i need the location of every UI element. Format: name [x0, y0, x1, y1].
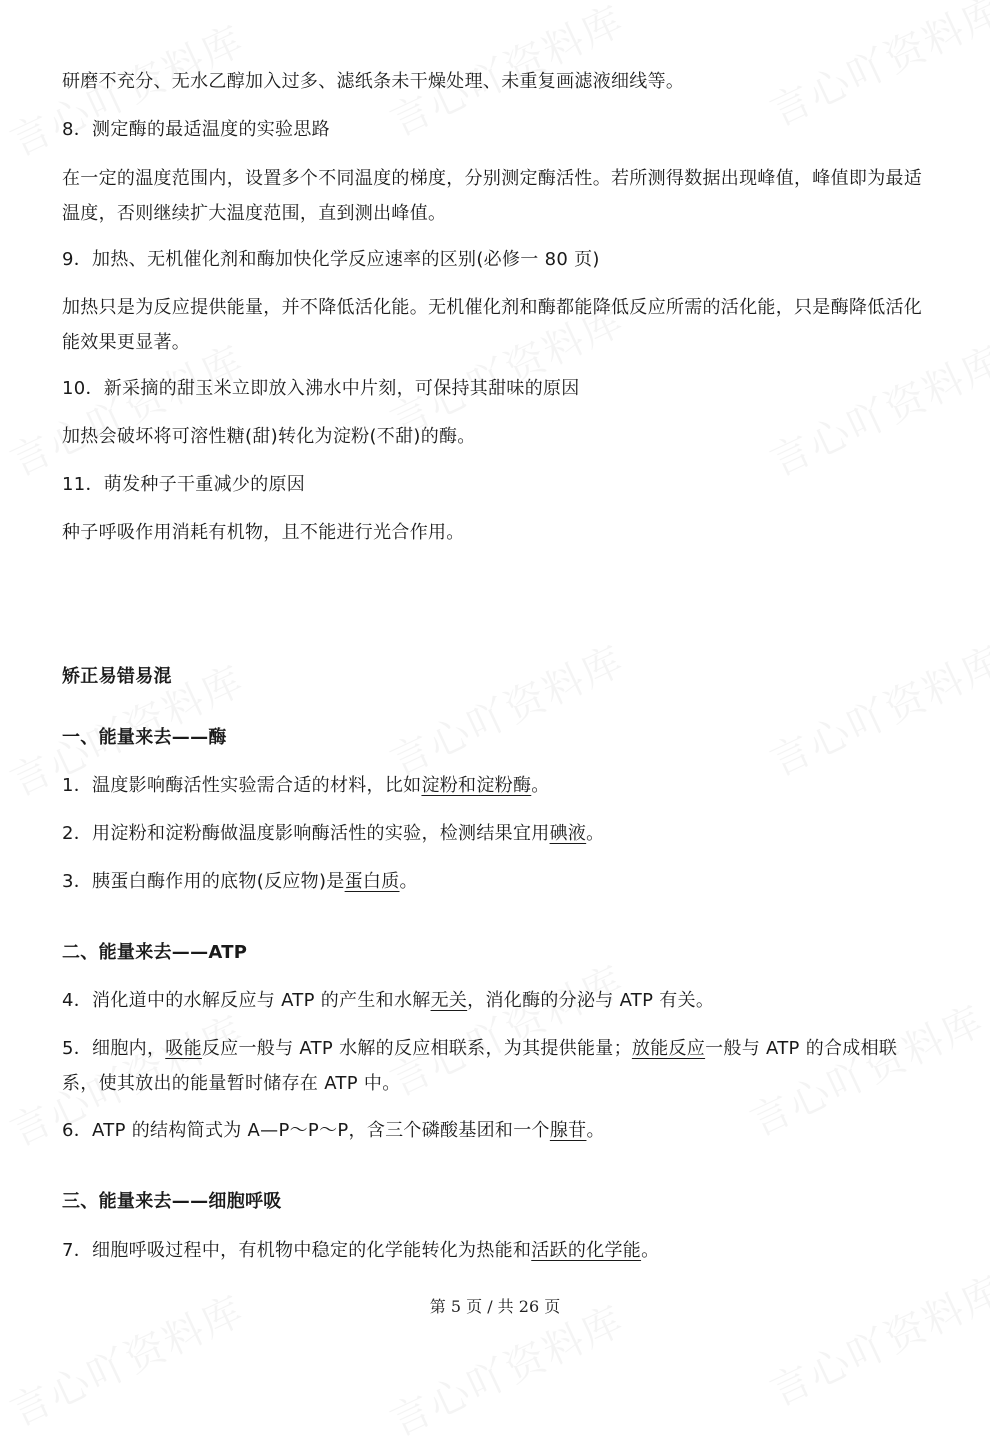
page-footer: 第 5 页 / 共 26 页	[429, 1297, 561, 1316]
item-5-end: 一般与 ATP 的合成相联系，使其放出的能量暂时储存在 ATP 中。	[62, 1038, 898, 1094]
question-8: 8．测定酶的最适温度的实验思路	[62, 119, 330, 140]
item-7-answer: 活跃的化学能	[531, 1240, 642, 1261]
item-6-text: 6．ATP 的结构简式为 A—P～P～P，含三个磷酸基团和一个	[62, 1120, 550, 1141]
item-6-answer: 腺苷	[549, 1120, 587, 1141]
item-6	[62, 1113, 930, 1148]
watermark	[760, 1259, 990, 1417]
item-2-answer: 碘液	[549, 823, 587, 844]
watermark	[380, 629, 632, 787]
item-3-end: 。	[399, 871, 418, 892]
question-9: 9．加热、无机催化剂和酶加快化学反应速率的区别(必修一 80 页)	[62, 249, 600, 270]
item-5-middle: 反应一般与 ATP 水解的反应相联系，为其提供能量；	[201, 1038, 632, 1059]
section-heading: 矫正易错易混	[62, 666, 172, 687]
item-4-end: ，消化酶的分泌与 ATP 有关。	[467, 990, 715, 1011]
item-2-text: 2．用淀粉和淀粉酶做温度影响酶活性的实验，检测结果宜用	[62, 823, 550, 844]
item-4	[62, 983, 930, 1018]
answer-8: 在一定的温度范围内，设置多个不同温度的梯度，分别测定酶活性。若所测得数据出现峰值，峰值即为最适温度，否则继续扩大温度范围，直到测出峰值。	[62, 168, 923, 224]
paragraph: 研磨不充分、无水乙醇加入过多、滤纸条未干燥处理、未重复画滤液细线等。	[62, 71, 685, 92]
item-6-end: 。	[586, 1120, 605, 1141]
item-7	[62, 1233, 930, 1268]
section-title-respiration: 三、能量来去——细胞呼吸	[62, 1191, 282, 1212]
item-4-answer: 无关	[430, 990, 468, 1011]
item-1-answer: 淀粉和淀粉酶	[421, 775, 532, 796]
item-7-text: 7．细胞呼吸过程中，有机物中稳定的化学能转化为热能和	[62, 1240, 532, 1261]
item-5-answer-1: 吸能	[165, 1038, 202, 1059]
item-2-end: 。	[586, 823, 605, 844]
question-11: 11．萌发种子干重减少的原因	[62, 474, 306, 495]
answer-11: 种子呼吸作用消耗有机物，且不能进行光合作用。	[62, 522, 465, 543]
question-10: 10．新采摘的甜玉米立即放入沸水中片刻，可保持其甜味的原因	[62, 378, 580, 399]
item-1-text: 1．温度影响酶活性实验需合适的材料，比如	[62, 775, 422, 796]
item-1-end: 。	[531, 775, 550, 796]
item-3-answer: 蛋白质	[344, 871, 400, 892]
item-1	[62, 768, 930, 803]
section-title-atp: 二、能量来去——ATP	[62, 942, 248, 963]
item-5-answer-2: 放能反应	[631, 1038, 706, 1059]
item-5-text: 5．细胞内，	[62, 1038, 166, 1059]
item-2	[62, 816, 930, 851]
item-4-text: 4．消化道中的水解反应与 ATP 的产生和水解	[62, 990, 431, 1011]
item-5	[62, 1031, 930, 1101]
item-7-end: 。	[641, 1240, 660, 1261]
answer-9: 加热只是为反应提供能量，并不降低活化能。无机催化剂和酶都能降低反应所需的活化能，只是酶降低活化能效果更显著。	[62, 297, 923, 353]
item-3-text: 3．胰蛋白酶作用的底物(反应物)是	[62, 871, 345, 892]
item-3	[62, 864, 930, 899]
section-title-enzyme: 一、能量来去——酶	[62, 727, 227, 748]
answer-10: 加热会破坏将可溶性糖(甜)转化为淀粉(不甜)的酶。	[62, 426, 476, 447]
watermark	[760, 629, 990, 787]
